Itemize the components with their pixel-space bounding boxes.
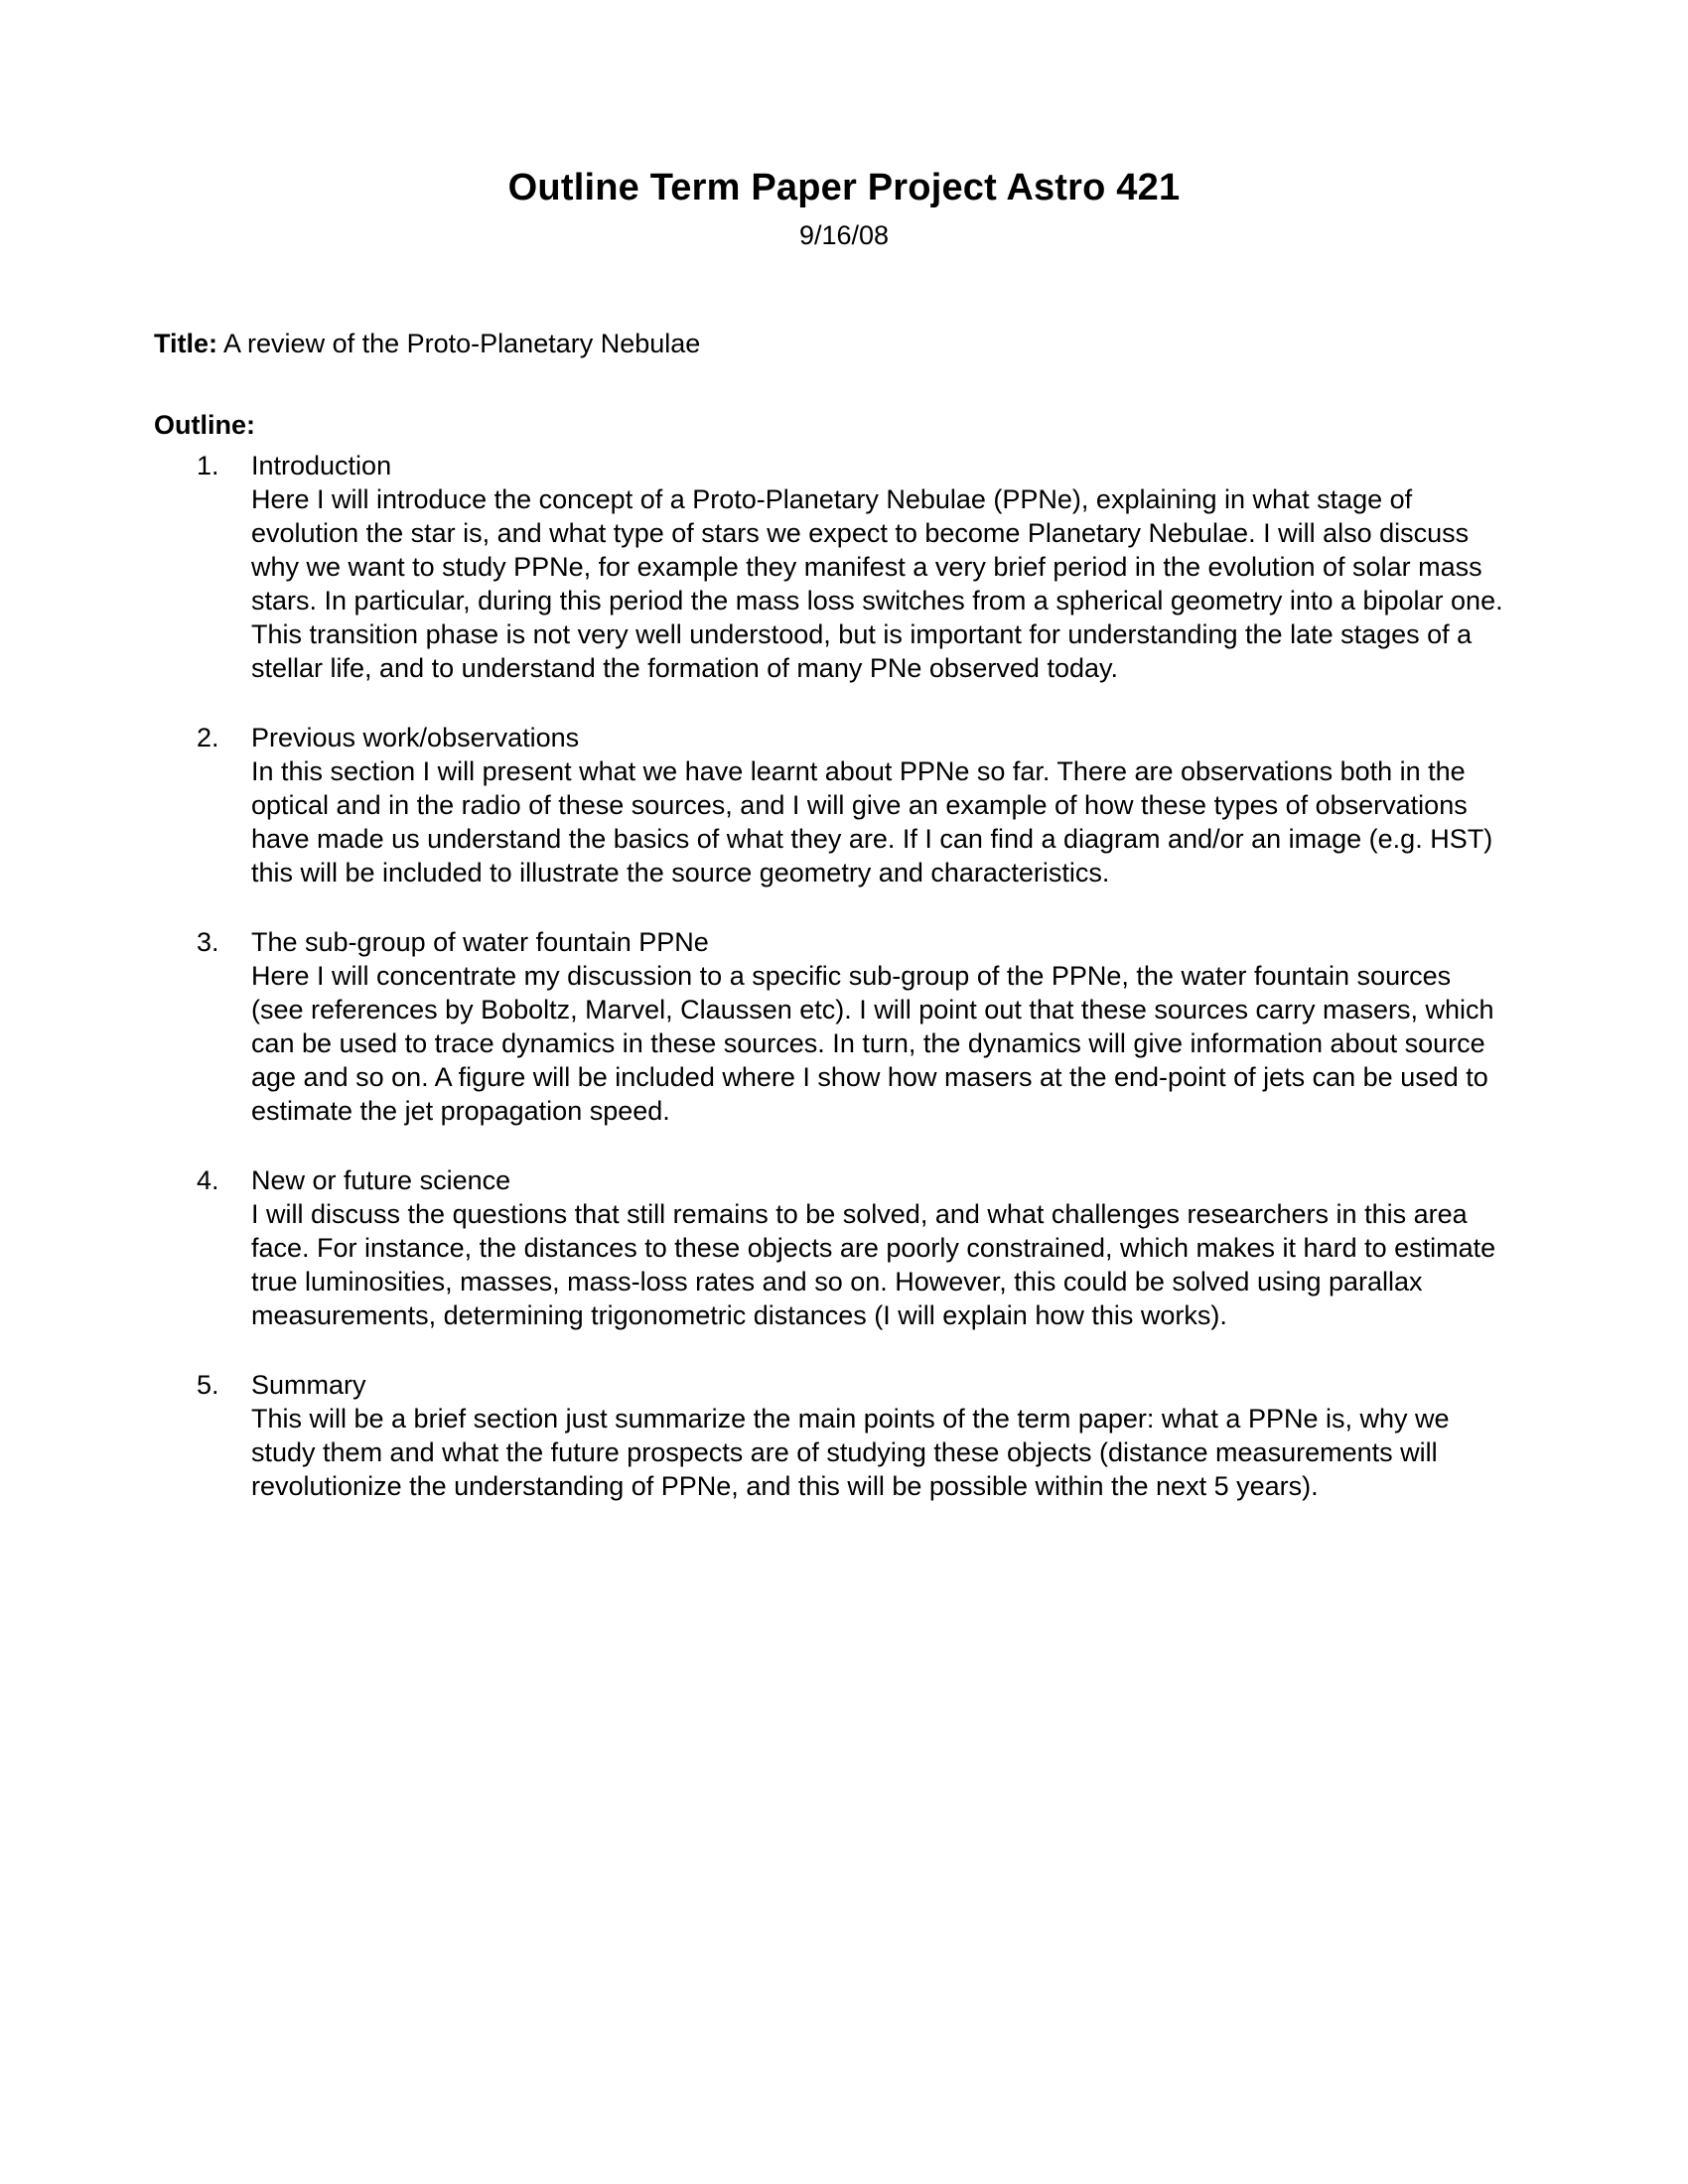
outline-item-heading: Introduction [251,450,392,480]
document-date: 9/16/08 [798,219,890,250]
outline-item-body: Here I will concentrate my discussion to a specific sub-group of the PPNe, the water fountain sources (see references by Boboltz, Marvel, Claussen etc). I will point out that these sources carry masers, which can be used to trace dynamics in these sources. In turn, the dynamics will give information about source age and so on. A figure will be included where I show how masers at the end-point of jets can be used to estimate the jet propagation speed. [251,960,1494,1127]
page-title: Outline Term Paper Project Astro 421 [507,167,1181,208]
outline-item-heading: Previous work/observations [251,722,580,752]
outline-item-5 [154,1368,1504,1503]
paper-title-line [154,327,1504,361]
outline-item-3 [154,925,1504,1128]
outline-item-2 [154,721,1504,889]
outline-item-number: 2. [197,722,219,752]
outline-item-body: This will be a brief section just summarize the main points of the term paper: what a PPNe is, why we study them and what the future prospects are of studying these objects (distance measurements will revolutionize the understanding of PPNe, and this will be possible within the next 5 years). [251,1404,1450,1502]
outline-section-label: Outline: [154,410,255,441]
document-body [0,327,1688,1503]
outline-item-body: In this section I will present what we have learnt about PPNe so far. There are observations both in the optical and in the radio of these sources, and I will give an example of how these types of observations have made us understand the basics of what they are. If I can find a diagram and/or an image (e.g. HST) this will be included to illustrate the source geometry and characteristics. [251,755,1493,887]
paper-title-label: Title: [154,328,218,358]
outline-item-heading: New or future science [251,1165,511,1196]
outline-item-heading: Summary [251,1370,366,1401]
outline-item-body: I will discuss the questions that still remains to be solved, and what challenges researchers in this area face. For instance, the distances to these objects are poorly constrained, which makes it hard to estimate true luminosities, masses, mass-loss rates and so on. However, this could be solved using parallax measurements, determining trigonometric distances (I will explain how this works). [251,1199,1496,1331]
outline-list [154,449,1504,1503]
outline-item-number: 1. [197,450,219,480]
outline-item-number: 3. [197,926,219,957]
document-header [0,0,1688,251]
outline-item-number: 4. [197,1165,219,1196]
outline-item-4 [154,1163,1504,1332]
outline-item-number: 5. [197,1370,219,1401]
outline-item-1 [154,449,1504,685]
outline-item-heading: The sub-group of water fountain PPNe [251,926,709,957]
outline-item-body: Here I will introduce the concept of a Proto-Planetary Nebulae (PPNe), explaining in what stage of evolution the star is, and what type of stars we expect to become Planetary Nebulae. I will also discuss why we want to study PPNe, for example they manifest a very brief period in the evolution of solar mass stars. In particular, during this period the mass loss switches from a spherical geometry into a bipolar one. This transition phase is not very well understood, but is important for understanding the late stages of a stellar life, and to understand the formation of many PNe observed today. [251,483,1503,683]
paper-title-value: A review of the Proto-Planetary Nebulae [217,328,701,358]
